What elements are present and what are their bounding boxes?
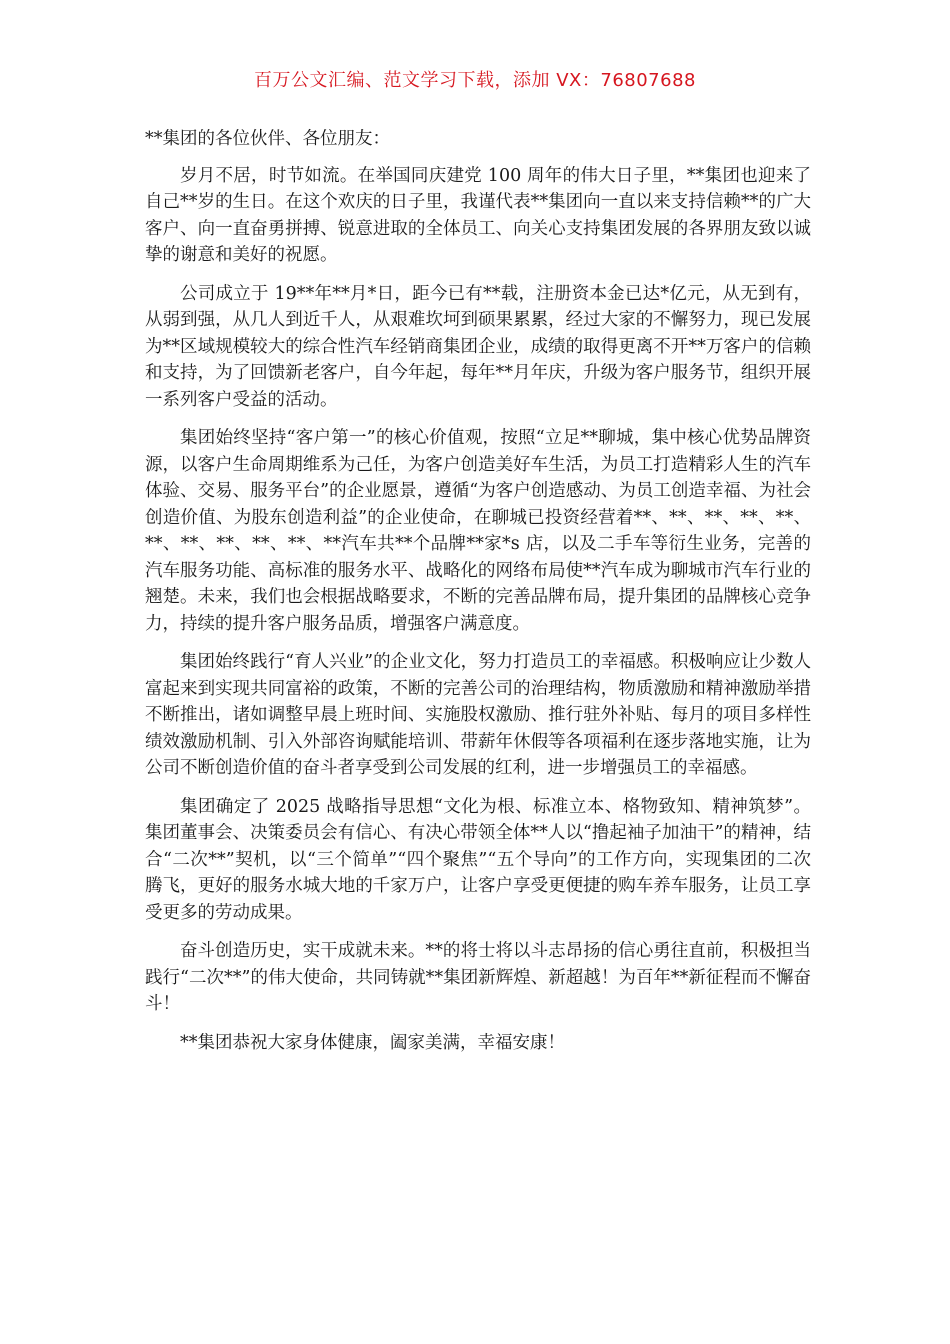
paragraph-6: 奋斗创造历史，实干成就未来。**的将士将以斗志昂扬的信心勇往直前，积极担当践行“二次**”的伟大使命，共同铸就**集团新辉煌、新超越！为百年**新征程而不懈奋斗！: [145, 941, 811, 1014]
header-watermark-text: 百万公文汇编、范文学习下载，添加 VX：76807688: [254, 70, 696, 91]
document-body: [145, 126, 811, 1056]
paragraph-4: 集团始终践行“育人兴业”的企业文化，努力打造员工的幸福感。积极响应让少数人富起来到实现共同富裕的政策，不断的完善公司的治理结构，物质激励和精神激励举措不断推出，诸如调整早晨上班时间、实施股权激励、推行驻外补贴、每月的项目多样性绩效激励机制、引入外部咨询赋能培训、带薪年休假等各项福利在逐步落地实施，让为公司不断创造价值的奋斗者享受到公司发展的红利，进一步增强员工的幸福感。: [145, 652, 811, 778]
paragraph-5: 集团确定了 2025 战略指导思想“文化为根、标准立本、格物致知、精神筑梦”。集团董事会、决策委员会有信心、有决心带领全体**人以“撸起袖子加油干”的精神，结合“二次**”契机，以“三个简单”“四个聚焦”“五个导向”的工作方向，实现集团的二次腾飞，更好的服务水城大地的千家万户，让客户享受更便捷的购车养车服务，让员工享受更多的劳动成果。: [145, 796, 811, 923]
paragraph-3: 集团始终坚持“客户第一”的核心价值观，按照“立足**聊城，集中核心优势品牌资源，以客户生命周期维系为己任，为客户创造美好车生活，为员工打造精彩人生的汽车体验、交易、服务平台”的企业愿景，遵循“为客户创造感动、为员工创造幸福、为社会创造价值、为股东创造利益”的企业使命，在聊城已投资经营着**、**、**、**、**、**、**、**、**、**、**汽车共**个品牌**家*s 店，以及二手车等衍生业务，完善的汽车服务功能、高标准的服务水平、战略化的网络布局使**汽车成为聊城市汽车行业的翘楚。未来，我们也会根据战略要求，不断的完善品牌布局，提升集团的品牌核心竞争力，持续的提升客户服务品质，增强客户满意度。: [145, 428, 811, 634]
paragraph-2: 公司成立于 19**年**月*日，距今已有**载，注册资本金已达*亿元，从无到有，从弱到强，从几人到近千人，从艰难坎坷到硕果累累，经过大家的不懈努力，现已发展为**区域规模较大的综合性汽车经销商集团企业，成绩的取得更离不开**万客户的信赖和支持，为了回馈新老客户，自今年起，每年**月年庆，升级为客户服务节，组织开展一系列客户受益的活动。: [145, 283, 811, 410]
salutation: **集团的各位伙伴、各位朋友：: [145, 129, 390, 149]
closing-line: **集团恭祝大家身体健康，阖家美满，幸福安康！: [180, 1032, 565, 1053]
paragraph-1: 岁月不居，时节如流。在举国同庆建党 100 周年的伟大日子里，**集团也迎来了自己**岁的生日。在这个欢庆的日子里，我谨代表**集团向一直以来支持信赖**的广大客户、向一直奋勇拼搏、锐意进取的全体员工、向关心支持集团发展的各界朋友致以诚挚的谢意和美好的祝愿。: [145, 165, 811, 265]
